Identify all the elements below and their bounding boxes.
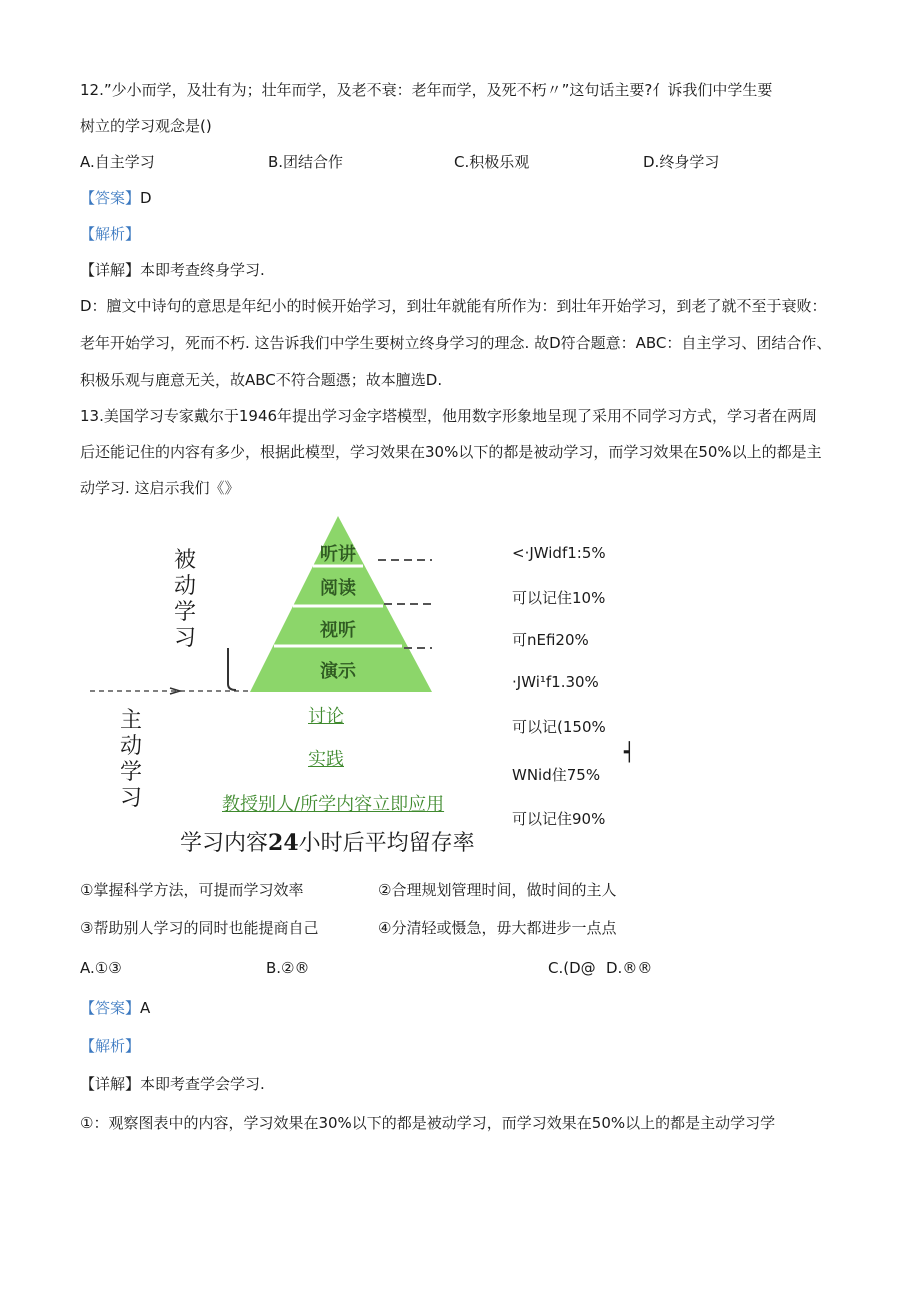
q13-analysis-tag: 【解析】: [80, 1037, 141, 1055]
q13-stem-line3: 动学习. 这启示我们《》: [80, 479, 240, 497]
active-item-practice: 实践: [308, 749, 344, 770]
retention-label-4: ·JWi¹f1.30%: [512, 673, 599, 691]
answer-tag: 【答案】: [80, 189, 141, 207]
q13-answer: [80, 998, 150, 1018]
answer-value: D: [140, 189, 152, 207]
q13-option-a: A.①③: [80, 959, 122, 977]
q13-stem-line2: 后还能记住的内容有多少，根据此模型，学习效果在30%以下的都是被动学习，而学习效果在50%以上的都是主: [80, 443, 822, 461]
q12-option-d: D.终身学习: [643, 153, 720, 171]
retention-label-1: <·JWidf1:5%: [512, 544, 606, 562]
layer-demonstration: 演示: [320, 661, 356, 682]
retention-label-2: 可以记住10%: [512, 589, 606, 607]
q12-stem-line1: 12.”少小而学，及壮有为；壮年而学，及老不衰：老年而学，及死不朽〃”这句话主要?亻诉我们中学生要: [80, 81, 773, 99]
retention-label-6: WNid住75%: [512, 766, 601, 784]
statement-3: ③帮助别人学习的同时也能提商自己: [80, 919, 319, 937]
active-learning-label: 主动学习: [119, 708, 142, 811]
q12-explain-line1: D：膻文中诗句的意思是年纪小的时候开始学习，到壮年就能有所作为：到壮年开始学习，到老了就不至于衰败：: [80, 297, 827, 315]
q13-option-c: C.(D@: [548, 959, 596, 977]
q12-option-b: B.团结合作: [268, 153, 344, 171]
q12-explain-line3: 积极乐观与鹿意无关，故ABC不符合题憑；故本膻选D.: [80, 371, 443, 389]
statement-1: ①掌握科学方法，可提而学习效率: [80, 881, 304, 899]
figure-caption: 学习内容24小时后平均留存率: [180, 830, 475, 856]
bracket-mark: ┥: [624, 742, 635, 763]
bracket-curve: [228, 648, 236, 690]
q12-option-a: A.自主学习: [80, 153, 155, 171]
q12-stem-line2: 树立的学习观念是(): [80, 117, 212, 135]
active-item-discussion: 讨论: [308, 706, 344, 727]
passive-learning-label: 被动学习: [173, 548, 196, 651]
layer-listening: 听讲: [320, 544, 356, 565]
q12-option-c: C.积极乐观: [454, 153, 530, 171]
layer-audiovisual: 视听: [320, 620, 356, 641]
q13-detail: 【详解】本即考查学会学习.: [80, 1075, 265, 1093]
answer-tag: 【答案】: [80, 999, 141, 1017]
q13-stem-line1: 13.美国学习专家戴尔于1946年提出学习金字塔模型，他用数字形象地呈现了采用不同学习方式，学习者在两周: [80, 407, 818, 425]
statement-4: ④分清轻或慑急，毋大都进步一点点: [378, 919, 617, 937]
q12-detail: 【详解】本即考查终身学习.: [80, 261, 265, 279]
retention-label-3: 可nEfi20%: [512, 631, 589, 649]
q13-explain: ①：观察图表中的内容，学习效果在30%以下的都是被动学习，而学习效果在50%以上的都是主动学习学: [80, 1114, 776, 1132]
statement-2: ②合理规划管理时间，做时间的主人: [378, 881, 617, 899]
q12-analysis-tag: 【解析】: [80, 225, 141, 243]
q12-explain-line2: 老年开始学习，死而不朽. 这告诉我们中学生要树立终身学习的理念. 故D符合题意：ABC：自主学习、团结合作、: [80, 334, 832, 352]
q13-option-b: B.②®: [266, 959, 310, 977]
retention-label-7: 可以记住90%: [512, 810, 606, 828]
q12-answer: [80, 188, 152, 208]
layer-reading: 阅读: [320, 578, 356, 599]
active-item-teaching: 教授别人/所学内容立即应用: [222, 794, 445, 815]
answer-value: A: [140, 999, 151, 1017]
q13-option-d: D.®®: [606, 959, 653, 977]
retention-label-5: 可以记(150%: [512, 718, 606, 736]
